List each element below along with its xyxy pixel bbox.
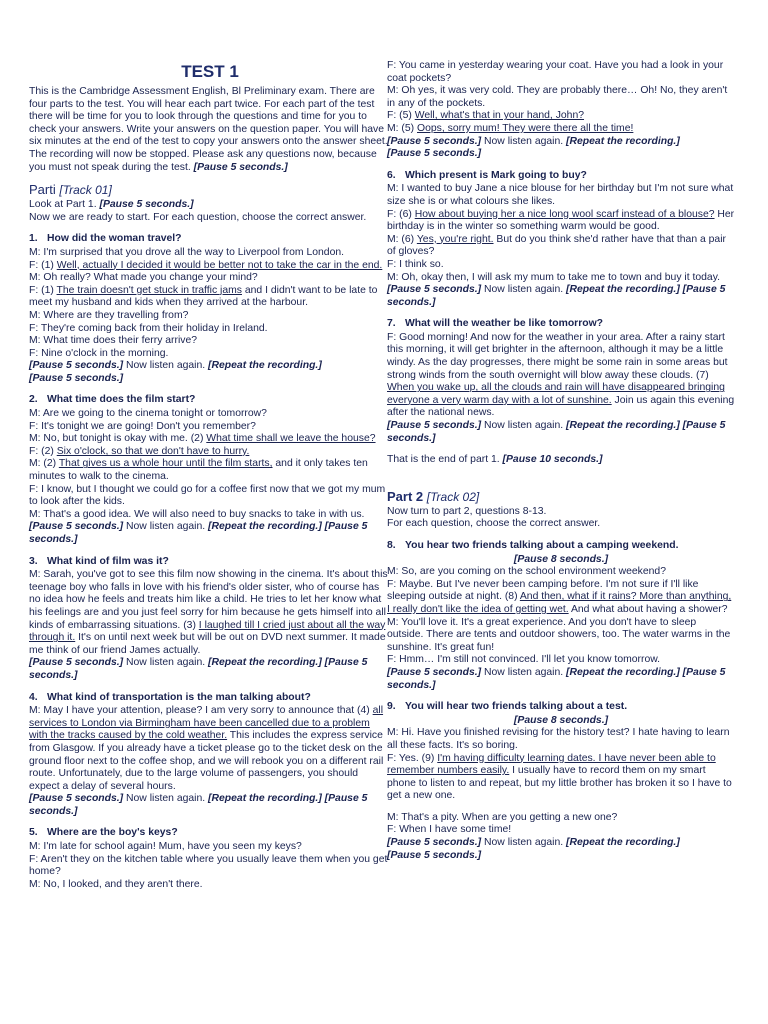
answer-underline: Well, actually I decided it would be better not to take the car in the end. (56, 259, 383, 271)
dialogue-line (387, 753, 735, 803)
pause-line: [Pause 5 seconds.] (29, 372, 124, 384)
line-text: and I didn't want to be late to meet my husband and kids when they arrived at the harbour. (29, 284, 378, 309)
pause: [Pause 5 seconds.] (387, 837, 482, 849)
line-text: M: May I have your attention, please? I am very sorry to announce that (4) (29, 705, 373, 717)
look-line (29, 199, 391, 212)
answer-underline: Oops, sorry mum! They were there all the time! (417, 122, 634, 134)
listen-again: Now listen again. (481, 837, 567, 849)
question-title (29, 827, 391, 840)
question-number: 8. (387, 540, 396, 551)
pause-line (387, 284, 735, 309)
answer-underline: That gives us a whole hour until the film starts, (58, 458, 273, 470)
listen-again: Now listen again. (123, 521, 209, 533)
dialogue-line: M: Oh really? What made you change your mind? (29, 272, 258, 284)
question-text: Which present is Mark going to buy? (405, 169, 587, 181)
line-text: And what about having a shower? (568, 603, 728, 615)
end-pause: [Pause 10 seconds.] (502, 454, 603, 466)
answer-underline: all services to London via Birmingham have been cancelled due to a problem with the tracks caused by the cold weather. (29, 705, 384, 742)
question-text: What kind of transportation is the man talking about? (47, 691, 311, 703)
dialogue-line: F: I know, but I thought we could go for a coffee first now that we got my mum to look after the kids. (29, 483, 386, 508)
left-column (29, 62, 391, 891)
dialogue-line: F: They're coming back from their holiday in Ireland. (29, 322, 268, 334)
pause-line (29, 793, 391, 818)
answer-underline: What time shall we leave the house? (206, 433, 376, 445)
pause: [Pause 5 seconds.] (387, 666, 482, 678)
answer-underline: The train doesn't get stuck in traffic jams (56, 284, 242, 296)
question-text: You hear two friends talking about a camping weekend. (405, 540, 679, 551)
dialogue-line (387, 110, 735, 123)
dialogue-line: M: I'm late for school again! Mum, have you seen my keys? (29, 841, 302, 853)
dialogue-line: M: No, I looked, and they aren't there. (29, 878, 203, 890)
pause-line: [Pause 5 seconds.] (387, 148, 482, 160)
dialogue-line: M: Oh, okay then, I will ask my mum to take me to town and buy it today. (387, 271, 721, 283)
question-text: What kind of film was it? (47, 555, 169, 567)
dialogue-line (29, 446, 391, 459)
repeat: [Repeat the recording.] [Pause 5 seconds.] (387, 284, 726, 308)
turn-line: Now turn to part 2, questions 8-13. (387, 505, 547, 517)
line-text: and it only takes ten minutes to walk to the cinema. (29, 458, 368, 483)
answer-underline: I laughed till I cried just about all the way through it. (29, 619, 386, 644)
pause-line (387, 667, 735, 692)
dialogue-line: M: Oh yes, it was very cold. They are probably there… Oh! No, they aren't in any of the pockets. (387, 85, 728, 109)
question-number: 4. (29, 691, 38, 703)
answer-underline: And then, what if it rains? More than anything, I really don't like the idea of getting wet. (387, 591, 732, 615)
dialogue-line: M: Hi. Have you finished revising for the history test? I hate having to learn all these facts. It's so boring. (387, 727, 730, 751)
question-9 (387, 701, 735, 862)
dialogue-line: F: Hmm… I'm still not convinced. I'll let you know tomorrow. (387, 654, 661, 666)
answer-underline: I'm having difficulty learning dates. I have never been able to remember numbers easily. (387, 752, 716, 777)
dialogue-line (387, 209, 735, 234)
dialogue-line: F: I think so. (387, 258, 444, 270)
pause: [Pause 5 seconds.] (29, 360, 124, 372)
dialogue-line: F: You came in yesterday wearing your coat. Have you had a look in your coat pockets? (387, 60, 724, 84)
question-5 (29, 827, 391, 891)
pause-line (387, 420, 735, 445)
dialogue-line (387, 234, 735, 259)
dialogue-line: M: Are we going to the cinema tonight or tomorrow? (29, 408, 267, 420)
part1-heading (29, 182, 391, 198)
dialogue-line (29, 260, 391, 273)
dialogue-line: M: Where are they travelling from? (29, 309, 189, 321)
question-title (29, 556, 391, 569)
question-number: 7. (387, 318, 396, 330)
dialogue-line: M: I'm surprised that you drove all the way to Liverpool from London. (29, 246, 345, 258)
question-number: 2. (29, 394, 38, 406)
speaker: M: (5) (387, 122, 418, 134)
listen-again: Now listen again. (481, 666, 567, 678)
speaker: F: (1) (29, 259, 57, 271)
answer-underline: Yes, you're right. (416, 233, 494, 245)
dialogue-line: M: You'll love it. It's a great experience. And you don't have to sleep outside. There are tents and outdoor showers, too. The water warms in the sunshine. It's great fun! (387, 616, 731, 653)
speaker: F: (2) (29, 445, 57, 457)
pause: [Pause 5 seconds.] (387, 135, 482, 147)
question-title (29, 692, 391, 705)
dialogue-line (29, 569, 391, 657)
repeat: [Repeat the recording.] [Pause 5 seconds.] (387, 420, 726, 444)
part1-track: [Track 01] (59, 183, 112, 198)
line-text: F: Good morning! And now for the weather in your area. After a rainy start this morning, it will get brighter in the afternoon, although it may be a little windy. As the day progresses, there might be some rain in some areas but strong winds from the south overnight will blow away these clouds. (7) (387, 331, 728, 381)
pause: [Pause 5 seconds.] (29, 521, 124, 533)
dialogue-line: M: So, are you coming on the school environment weekend? (387, 566, 666, 578)
answer-underline: Well, what's that in your hand, John? (414, 110, 585, 122)
listen-again: Now listen again. (123, 360, 209, 372)
dialogue-line: M: That's a pity. When are you getting a new one? (387, 811, 618, 823)
question-number: 6. (387, 169, 396, 181)
dialogue-line (387, 332, 735, 420)
pause-line (29, 657, 391, 682)
right-column (387, 60, 735, 862)
dialogue-line: M: What time does their ferry arrive? (29, 335, 198, 347)
dialogue-line (29, 285, 391, 310)
speaker: F: Yes. (9) (387, 752, 438, 764)
question-text: Where are the boy's keys? (47, 827, 178, 839)
ready-line: Now we are ready to start. For each question, choose the correct answer. (29, 211, 367, 223)
pause-line: [Pause 8 seconds.] (513, 553, 609, 565)
dialogue-line: F: It's tonight we are going! Don't you remember? (29, 420, 256, 432)
line-text: But do you think she'd rather have that than a pair of gloves? (387, 233, 726, 258)
look-pause: [Pause 5 seconds.] (99, 199, 194, 211)
pause-line (29, 360, 391, 373)
question-title (387, 540, 735, 553)
question-text: You will hear two friends talking about a test. (405, 701, 628, 713)
question-4 (29, 692, 391, 819)
end-of-part1 (387, 454, 735, 467)
question-title (387, 701, 735, 714)
listen-again: Now listen again. (123, 793, 209, 805)
pause-line: [Pause 8 seconds.] (513, 714, 609, 726)
question-2 (29, 394, 391, 546)
line-text: M: Sarah, you've got to see this film now showing in the cinema. It's about this teenage boy who falls in love with his friend's older sister, who of course has no idea how he feels and treats him like a child. He tries to let her know what his feelings are and you just feel sorry for him because he gets himself into all kinds of embarrassing situations. (3) (29, 569, 388, 631)
repeat: [Repeat the recording.] (566, 837, 680, 849)
part2-track: [Track 02] (426, 489, 480, 504)
question-number: 3. (29, 555, 38, 567)
pause-line (387, 837, 735, 850)
question-title (29, 394, 391, 407)
answer-underline: Six o'clock, so that we don't have to hurry. (56, 445, 250, 457)
question-number: 9. (387, 701, 396, 713)
listen-again: Now listen again. (481, 284, 567, 296)
repeat: [Repeat the recording.] (566, 135, 680, 147)
repeat: [Repeat the recording.] [Pause 5 seconds.] (29, 521, 368, 545)
question-text: How did the woman travel? (47, 233, 182, 245)
dialogue-line (29, 458, 391, 483)
page-title: TEST 1 (181, 62, 239, 81)
line-text: F: Maybe. But I've never been camping before. I'm not sure if I'll like sleeping outside at night. (8) (387, 578, 699, 603)
dialogue-line: F: When I have some time! (387, 824, 512, 836)
listen-again: Now listen again. (481, 135, 567, 147)
pause-line: [Pause 5 seconds.] (387, 849, 482, 861)
choose-line: For each question, choose the correct answer. (387, 518, 601, 530)
question-7 (387, 318, 735, 445)
dialogue-line (387, 123, 735, 136)
speaker: F: (1) (29, 284, 57, 296)
dialogue-line: F: Aren't they on the kitchen table where you usually leave them when you get home? (29, 853, 388, 878)
question-title (387, 170, 735, 183)
listen-again: Now listen again. (123, 657, 209, 669)
speaker: M: (2) (29, 458, 59, 470)
repeat: [Repeat the recording.] [Pause 5 seconds.] (29, 657, 368, 681)
dialogue-line: M: That's a good idea. We will also need to buy snacks to take in with us. (29, 508, 365, 520)
line-text: This includes the express service from Glasgow. If you already have a ticket please go to the ticket desk on the ground floor next to the coffee shop, and we will rebook you on a different rail route. Unfortunately, due to the large volume of passengers, you should expect a delay of several hours. (29, 730, 384, 792)
pause-line (387, 136, 735, 149)
question-number: 1. (29, 233, 38, 245)
part2-name: Part 2 (387, 488, 424, 504)
question-title (29, 233, 391, 246)
repeat: [Repeat the recording.] [Pause 5 seconds.] (387, 666, 726, 691)
pause: [Pause 5 seconds.] (29, 657, 124, 669)
line-text: Join us again this evening after the national news. (387, 394, 735, 419)
question-8 (387, 540, 735, 692)
pause-line (29, 521, 391, 546)
part1-name: Parti (29, 182, 56, 198)
repeat: [Repeat the recording.] (208, 360, 322, 372)
pause: [Pause 5 seconds.] (29, 793, 124, 805)
answer-underline: When you wake up, all the clouds and rain will have disappeared bringing everyone a very warm day with a lot of sunshine. (387, 382, 725, 406)
dialogue-line (29, 705, 391, 793)
intro-text: This is the Cambridge Assessment English, Bl Preliminary exam. There are four parts to the test. You will hear each part twice. For each part of the test there will be time for you to look through the questions and time for you to check your answers. Write your answers on the question paper. You will have six minutes at the end of the test to copy your answers onto the answer sheet. The recording will now be stopped. Please ask any questions now, because you must not speak during the test. (29, 86, 388, 173)
line-text: Her birthday is in the winter so something warm would be good. (387, 208, 735, 233)
dialogue-line: M: I wanted to buy Jane a nice blouse for her birthday but I'm not sure what size she is or what colours she likes. (387, 183, 734, 207)
speaker: F: (5) (387, 110, 415, 122)
look-text: Look at Part 1. (29, 199, 97, 211)
line-text: M: No, but tonight is okay with me. (2) (29, 433, 207, 445)
intro-pause: [Pause 5 seconds.] (193, 161, 288, 173)
line-text: I usually have to record them on my smart phone to listen to and repeat, but my little brother has broken it so I have to get a new one. (387, 765, 732, 802)
question-6 (387, 170, 735, 310)
question-text: What time does the film start? (47, 394, 196, 406)
dialogue-line (29, 433, 391, 446)
question-number: 5. (29, 827, 38, 839)
pause: [Pause 5 seconds.] (387, 420, 482, 432)
intro-paragraph (29, 86, 391, 174)
answer-underline: How about buying her a nice long wool scarf instead of a blouse? (414, 208, 715, 220)
line-text: It's on until next week but will be out on DVD next summer. It made me think of our friend James actually. (29, 632, 386, 656)
question-1 (29, 233, 391, 385)
listen-again: Now listen again. (481, 420, 567, 432)
speaker: M: (6) (387, 233, 417, 245)
end-text: That is the end of part 1. (387, 454, 500, 466)
question-3 (29, 556, 391, 683)
repeat: [Repeat the recording.] [Pause 5 seconds.] (29, 793, 368, 817)
question-title (387, 318, 735, 331)
question-5-continued (387, 60, 735, 161)
part2-heading (387, 489, 735, 505)
dialogue-line (387, 579, 735, 617)
question-text: What will the weather be like tomorrow? (405, 318, 604, 330)
speaker: F: (6) (387, 208, 415, 220)
pause: [Pause 5 seconds.] (387, 284, 482, 296)
dialogue-line: F: Nine o'clock in the morning. (29, 347, 169, 359)
